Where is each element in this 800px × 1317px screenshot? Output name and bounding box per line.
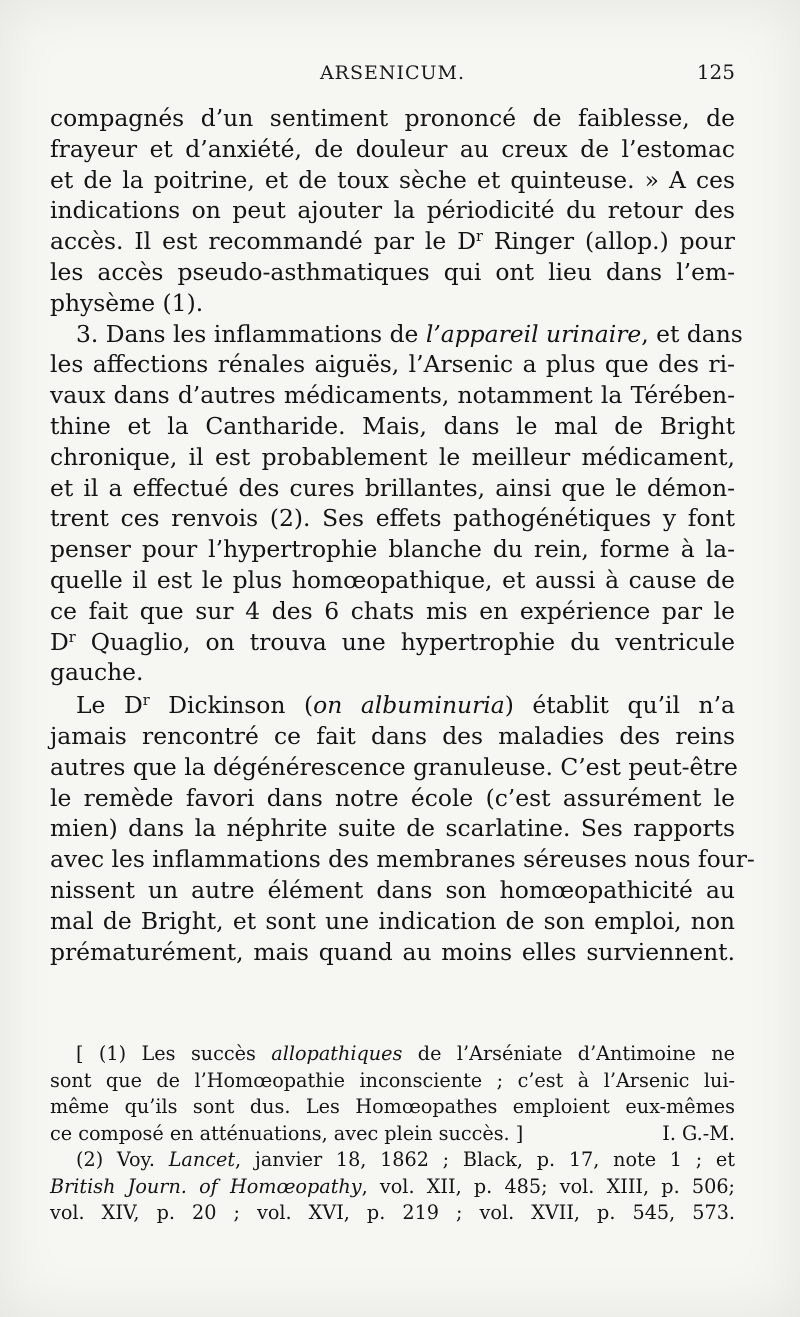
footnote-line — [50, 1121, 735, 1148]
italic-text: allopathiques — [271, 1042, 403, 1065]
page-number: 125 — [696, 60, 735, 84]
text-line — [50, 690, 735, 721]
text-line: autres que la dégénérescence granuleuse. C’est peut-être — [50, 752, 738, 781]
text-line — [50, 627, 735, 658]
text-segment: Ringer (allop.) pour — [482, 227, 735, 256]
footnote-line — [50, 1174, 735, 1201]
text-segment: ) établit qu’il n’a — [504, 691, 735, 720]
text-segment: D — [50, 627, 69, 656]
text-line: prématurément, mais quand au moins elles surviennent. — [50, 937, 735, 966]
footnote-line — [50, 1147, 735, 1174]
text-segment: Dickinson ( — [149, 691, 314, 720]
footnote-line: sont que de l’Homœopathie inconsciente ; c’est à l’Arsenic lui- — [50, 1068, 735, 1092]
text-line: thine et la Cantharide. Mais, dans le mal de Bright — [50, 411, 735, 440]
superscript: r — [142, 693, 150, 710]
text-line: les affections rénales aiguës, l’Arsenic a plus que des ri- — [50, 350, 735, 379]
text-segment: [ (1) Les succès — [76, 1042, 272, 1065]
italic-text: l’appareil urinaire — [425, 319, 642, 348]
footnote-1 — [50, 1041, 735, 1147]
text-line: et de la poitrine, et de toux sèche et quinteuse. » A ces — [50, 165, 735, 194]
text-segment: Quaglio, on trouva une hypertrophie du ventricule — [75, 627, 735, 656]
superscript: r — [475, 229, 483, 246]
text-line: gauche. — [50, 658, 144, 687]
text-segment: de l’Arséniate d’Antimoine ne — [402, 1042, 735, 1065]
text-line: les accès pseudo-asthmatiques qui ont lieu dans l’em- — [50, 257, 735, 286]
text-segment: ce composé en atténuations, avec plein succès. ] — [50, 1121, 524, 1145]
text-line: frayeur et d’anxiété, de douleur au creux de l’estomac — [50, 134, 735, 163]
footnote-signature: I. G.-M. — [662, 1121, 735, 1145]
text-line: mal de Bright, et sont une indication de son emploi, non — [50, 906, 735, 935]
footnotes — [50, 1041, 735, 1227]
text-line: vaux dans d’autres médicaments, notamment la Térében- — [50, 381, 735, 410]
text-segment: , janvier 18, 1862 ; Black, p. 17, note 1 ; et — [235, 1148, 735, 1171]
text-segment: 3. Dans les inflammations de — [76, 319, 426, 348]
italic-text: Lancet — [168, 1148, 236, 1171]
text-line — [50, 226, 735, 257]
main-text — [50, 103, 755, 967]
text-line: quelle il est le plus homœopathique, et aussi à cause de — [50, 565, 735, 594]
text-line: nissent un autre élément dans son homœopathicité au — [50, 875, 735, 904]
text-line: ce fait que sur 4 des 6 chats mis en expérience par le — [50, 596, 735, 625]
text-line: indications on peut ajouter la périodicité du retour des — [50, 196, 735, 225]
text-segment: , et dans — [641, 319, 743, 348]
text-segment: accès. Il est recommandé par le D — [50, 227, 476, 256]
text-line: trent ces renvois (2). Ses effets pathogénétiques y font — [50, 504, 735, 533]
text-line: compagnés d’un sentiment prononcé de faiblesse, de — [50, 104, 735, 132]
footnote-line: même qu’ils sont dus. Les Homœopathes emploient eux-mêmes — [50, 1095, 735, 1118]
page-header — [50, 58, 735, 92]
footnote-2 — [50, 1147, 735, 1227]
text-line: et il a effectué des cures brillantes, ainsi que le démon- — [50, 473, 735, 502]
text-line: avec les inflammations des membranes séreuses nous four- — [50, 845, 755, 874]
text-line: le remède favori dans notre école (c’est assurément le — [50, 783, 735, 812]
italic-text: on albuminuria — [313, 691, 505, 720]
text-line: penser pour l’hypertrophie blanche du rein, forme à la- — [50, 535, 735, 564]
italic-text: British Journ. of Homœopathy — [50, 1174, 362, 1198]
text-segment: , vol. XII, p. 485; vol. XIII, p. 506; — [361, 1174, 735, 1198]
text-segment: (2) Voy. — [76, 1148, 169, 1171]
text-segment: Le D — [76, 691, 143, 720]
text-line: physème (1). — [50, 288, 204, 317]
superscript: r — [68, 629, 76, 646]
running-title: ARSENICUM. — [319, 62, 466, 84]
footnote-line — [50, 1041, 735, 1068]
footnote-line: vol. XIV, p. 20 ; vol. XVI, p. 219 ; vol. XVII, p. 545, 573. — [50, 1201, 735, 1224]
text-line: chronique, il est probablement le meilleur médicament, — [50, 442, 735, 471]
text-line: jamais rencontré ce fait dans des maladies des reins — [50, 721, 735, 750]
text-line — [50, 319, 743, 350]
text-line: mien) dans la néphrite suite de scarlatine. Ses rapports — [50, 814, 735, 843]
